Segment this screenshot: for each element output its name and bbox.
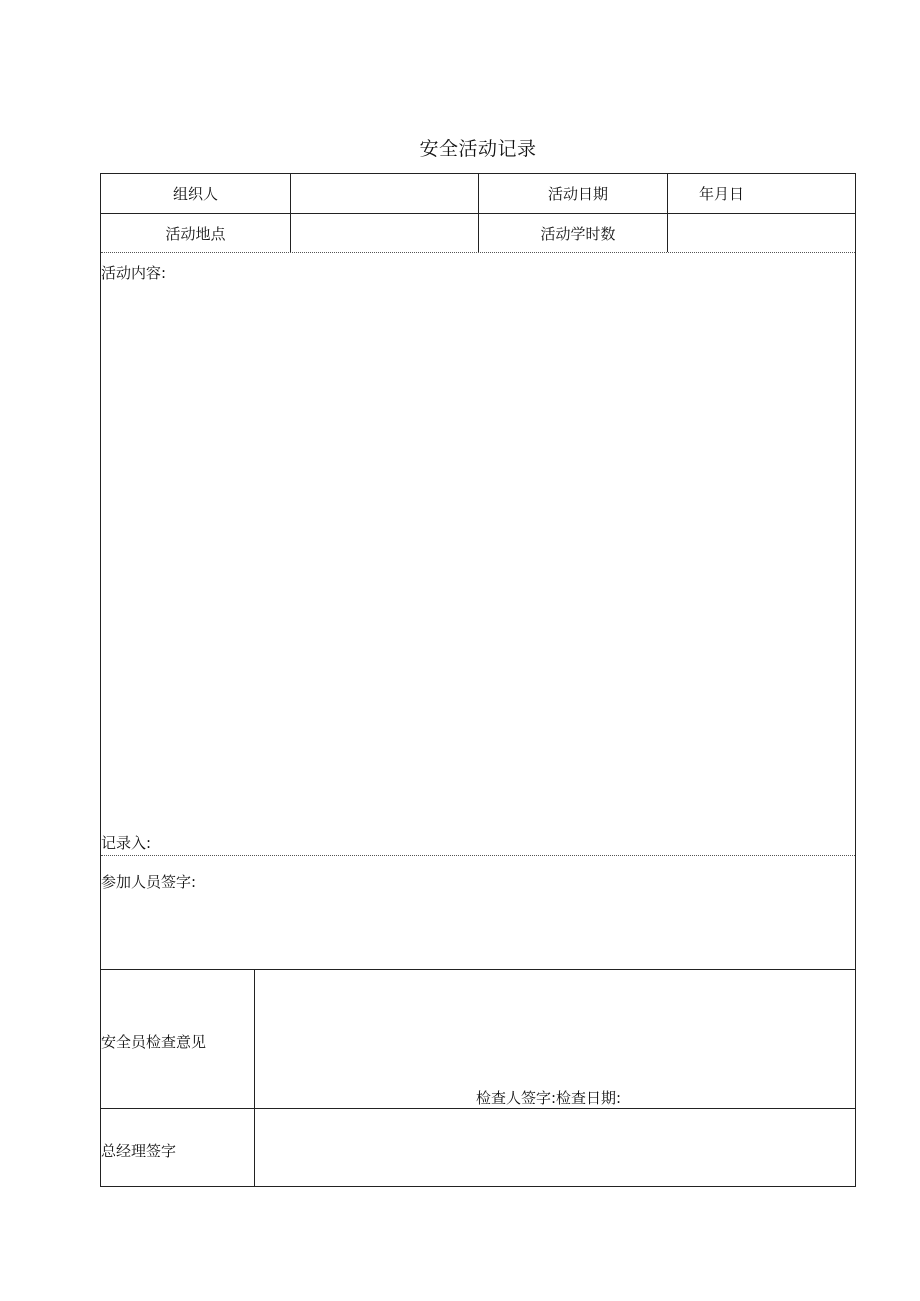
activity-date-label: 活动日期 — [547, 185, 608, 203]
recorder-label: 记录入: — [101, 834, 152, 852]
row-divider — [101, 855, 855, 856]
row-divider — [101, 252, 855, 253]
column-divider — [254, 969, 255, 1187]
inspector-signature-date-line: 检查人签字:检查日期: — [476, 1089, 622, 1107]
activity-content-area[interactable] — [103, 284, 853, 824]
activity-content-label: 活动内容: — [101, 264, 167, 282]
organizer-label: 组织人 — [172, 185, 218, 203]
location-field[interactable] — [291, 214, 478, 252]
organizer-field[interactable] — [291, 174, 478, 213]
form-title: 安全活动记录 — [419, 138, 537, 160]
safety-officer-review-label: 安全员检查意见 — [101, 1033, 207, 1051]
general-manager-signature-field[interactable] — [256, 1110, 854, 1186]
activity-record-table — [100, 173, 856, 1187]
participants-signature-label: 参加人员签字: — [101, 873, 197, 891]
general-manager-signature-label: 总经理签字 — [101, 1142, 177, 1160]
activity-hours-field[interactable] — [668, 214, 855, 252]
row-divider — [101, 969, 855, 970]
participants-signature-area[interactable] — [103, 894, 853, 966]
location-label: 活动地点 — [165, 224, 226, 243]
safety-officer-review-area[interactable] — [256, 971, 854, 1076]
activity-date-field[interactable]: 年月日 — [699, 185, 745, 203]
row-divider — [101, 1108, 855, 1109]
activity-hours-label: 活动学时数 — [540, 224, 616, 243]
